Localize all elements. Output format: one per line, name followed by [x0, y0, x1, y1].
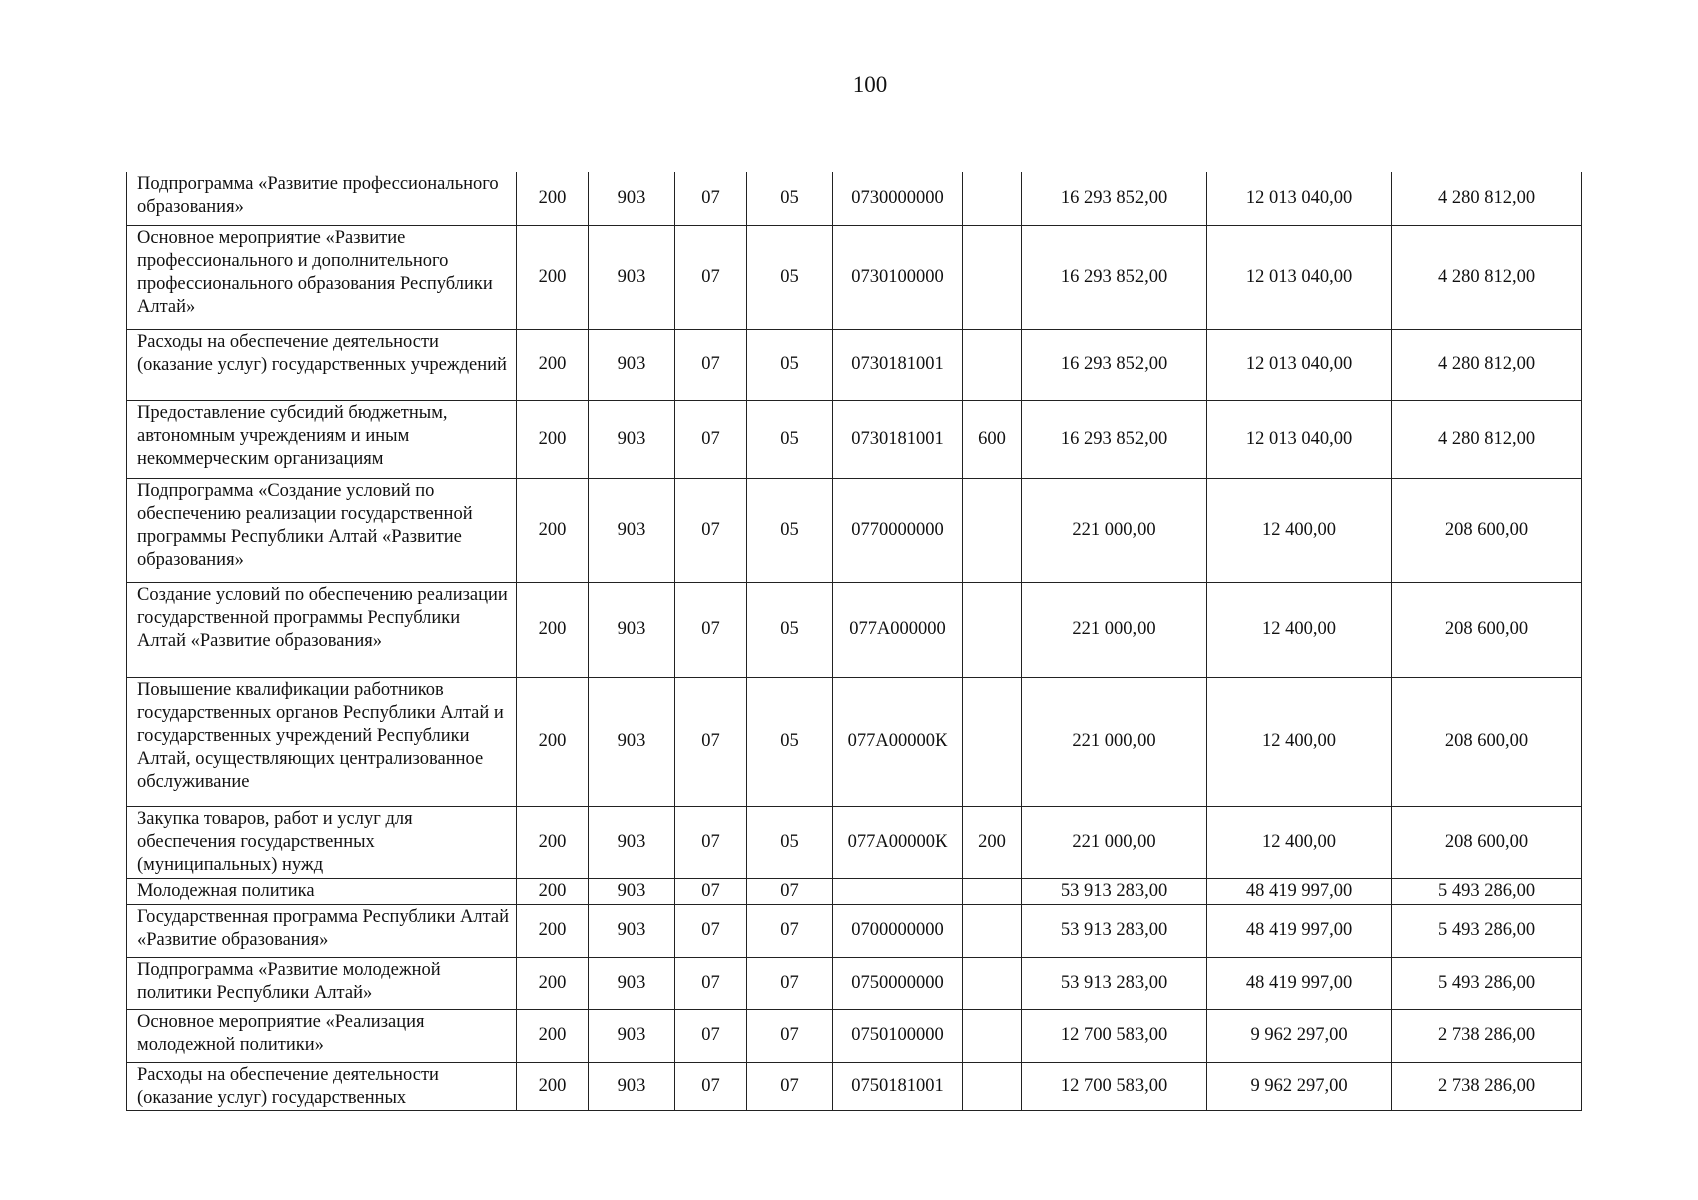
rz-cell: 07: [675, 957, 747, 1009]
grbs-cell: 200: [517, 677, 589, 806]
pr-cell: 07: [747, 1009, 833, 1062]
sum2-cell: 48 419 997,00: [1207, 878, 1392, 904]
sum2-cell: 12 013 040,00: [1207, 225, 1392, 329]
page-number: 100: [852, 72, 888, 97]
sum3-cell: 4 280 812,00: [1392, 172, 1582, 225]
csr-cell: 0730181001: [833, 329, 963, 400]
rz-cell: 07: [675, 329, 747, 400]
vr-cell: [963, 478, 1022, 582]
rz-cell: 07: [675, 1062, 747, 1110]
rz-cell: 07: [675, 582, 747, 677]
csr-cell: 0700000000: [833, 904, 963, 957]
vr-cell: [963, 878, 1022, 904]
row-name-cell: Создание условий по обеспечению реализации государственной программы Республики Алтай «Развитие образования»: [127, 582, 517, 677]
table-row: [127, 582, 1582, 677]
sum1-cell: 12 700 583,00: [1022, 1009, 1207, 1062]
ved-cell: 903: [589, 677, 675, 806]
table-row: [127, 225, 1582, 329]
pr-cell: 05: [747, 478, 833, 582]
row-name-cell: Повышение квалификации работников государственных органов Республики Алтай и государственных учреждений Республики Алтай, осуществляющих централизованное обслуживание: [127, 677, 517, 806]
grbs-cell: 200: [517, 1009, 589, 1062]
sum2-cell: 12 013 040,00: [1207, 172, 1392, 225]
sum1-cell: 53 913 283,00: [1022, 878, 1207, 904]
sum2-cell: 12 400,00: [1207, 806, 1392, 878]
table-row: [127, 329, 1582, 400]
row-name-cell: Подпрограмма «Развитие профессионального образования»: [127, 172, 517, 225]
pr-cell: 05: [747, 225, 833, 329]
table-row: [127, 878, 1582, 904]
csr-cell: 0730000000: [833, 172, 963, 225]
grbs-cell: 200: [517, 225, 589, 329]
sum1-cell: 221 000,00: [1022, 806, 1207, 878]
csr-cell: 0730181001: [833, 400, 963, 478]
ved-cell: 903: [589, 904, 675, 957]
table-row: [127, 957, 1582, 1009]
ved-cell: 903: [589, 400, 675, 478]
pr-cell: 05: [747, 329, 833, 400]
sum3-cell: 5 493 286,00: [1392, 904, 1582, 957]
grbs-cell: 200: [517, 1062, 589, 1110]
table-row: [127, 400, 1582, 478]
sum2-cell: 12 400,00: [1207, 582, 1392, 677]
sum3-cell: 208 600,00: [1392, 582, 1582, 677]
row-name-cell: Закупка товаров, работ и услуг для обеспечения государственных (муниципальных) нужд: [127, 806, 517, 878]
vr-cell: [963, 904, 1022, 957]
pr-cell: 05: [747, 677, 833, 806]
sum2-cell: 12 400,00: [1207, 677, 1392, 806]
grbs-cell: 200: [517, 878, 589, 904]
sum3-cell: 4 280 812,00: [1392, 329, 1582, 400]
sum1-cell: 16 293 852,00: [1022, 225, 1207, 329]
vr-cell: [963, 677, 1022, 806]
rz-cell: 07: [675, 172, 747, 225]
rz-cell: 07: [675, 400, 747, 478]
pr-cell: 07: [747, 957, 833, 1009]
pr-cell: 07: [747, 1062, 833, 1110]
sum1-cell: 221 000,00: [1022, 677, 1207, 806]
sum2-cell: 48 419 997,00: [1207, 957, 1392, 1009]
csr-cell: 0730100000: [833, 225, 963, 329]
grbs-cell: 200: [517, 400, 589, 478]
pr-cell: 05: [747, 400, 833, 478]
rz-cell: 07: [675, 878, 747, 904]
sum2-cell: 12 013 040,00: [1207, 400, 1392, 478]
budget-table: [126, 172, 1582, 1111]
vr-cell: [963, 1062, 1022, 1110]
budget-table-body: [127, 172, 1582, 1110]
sum3-cell: 2 738 286,00: [1392, 1009, 1582, 1062]
grbs-cell: 200: [517, 957, 589, 1009]
sum1-cell: 221 000,00: [1022, 478, 1207, 582]
row-name-cell: Расходы на обеспечение деятельности (оказание услуг) государственных: [127, 1062, 517, 1110]
sum1-cell: 53 913 283,00: [1022, 904, 1207, 957]
vr-cell: [963, 329, 1022, 400]
sum1-cell: 12 700 583,00: [1022, 1062, 1207, 1110]
vr-cell: 600: [963, 400, 1022, 478]
sum2-cell: 12 013 040,00: [1207, 329, 1392, 400]
csr-cell: 077А00000К: [833, 677, 963, 806]
grbs-cell: 200: [517, 904, 589, 957]
csr-cell: 0750000000: [833, 957, 963, 1009]
table-row: [127, 1009, 1582, 1062]
sum2-cell: 9 962 297,00: [1207, 1062, 1392, 1110]
vr-cell: 200: [963, 806, 1022, 878]
sum1-cell: 221 000,00: [1022, 582, 1207, 677]
sum3-cell: 5 493 286,00: [1392, 957, 1582, 1009]
vr-cell: [963, 1009, 1022, 1062]
table-row: [127, 172, 1582, 225]
sum3-cell: 2 738 286,00: [1392, 1062, 1582, 1110]
ved-cell: 903: [589, 172, 675, 225]
ved-cell: 903: [589, 1062, 675, 1110]
row-name-cell: Подпрограмма «Создание условий по обеспечению реализации государственной программы Республики Алтай «Развитие образования»: [127, 478, 517, 582]
row-name-cell: Основное мероприятие «Реализация молодежной политики»: [127, 1009, 517, 1062]
sum1-cell: 53 913 283,00: [1022, 957, 1207, 1009]
ved-cell: 903: [589, 1009, 675, 1062]
sum1-cell: 16 293 852,00: [1022, 172, 1207, 225]
sum3-cell: 208 600,00: [1392, 478, 1582, 582]
pr-cell: 05: [747, 172, 833, 225]
rz-cell: 07: [675, 225, 747, 329]
row-name-cell: Основное мероприятие «Развитие профессионального и дополнительного профессионального образования Республики Алтай»: [127, 225, 517, 329]
sum1-cell: 16 293 852,00: [1022, 400, 1207, 478]
csr-cell: 077А000000: [833, 582, 963, 677]
sum2-cell: 48 419 997,00: [1207, 904, 1392, 957]
pr-cell: 05: [747, 582, 833, 677]
sum1-cell: 16 293 852,00: [1022, 329, 1207, 400]
ved-cell: 903: [589, 225, 675, 329]
grbs-cell: 200: [517, 172, 589, 225]
vr-cell: [963, 582, 1022, 677]
csr-cell: [833, 878, 963, 904]
table-row: [127, 1062, 1582, 1110]
sum2-cell: 12 400,00: [1207, 478, 1392, 582]
ved-cell: 903: [589, 582, 675, 677]
ved-cell: 903: [589, 478, 675, 582]
table-row: [127, 478, 1582, 582]
table-row: [127, 904, 1582, 957]
rz-cell: 07: [675, 677, 747, 806]
sum3-cell: 4 280 812,00: [1392, 225, 1582, 329]
row-name-cell: Расходы на обеспечение деятельности (оказание услуг) государственных учреждений: [127, 329, 517, 400]
rz-cell: 07: [675, 806, 747, 878]
sum3-cell: 5 493 286,00: [1392, 878, 1582, 904]
ved-cell: 903: [589, 806, 675, 878]
row-name-cell: Предоставление субсидий бюджетным, автономным учреждениям и иным некоммерческим организациям: [127, 400, 517, 478]
sum3-cell: 208 600,00: [1392, 806, 1582, 878]
grbs-cell: 200: [517, 582, 589, 677]
ved-cell: 903: [589, 957, 675, 1009]
rz-cell: 07: [675, 904, 747, 957]
rz-cell: 07: [675, 478, 747, 582]
vr-cell: [963, 957, 1022, 1009]
table-row: [127, 806, 1582, 878]
sum3-cell: 208 600,00: [1392, 677, 1582, 806]
csr-cell: 0770000000: [833, 478, 963, 582]
pr-cell: 05: [747, 806, 833, 878]
ved-cell: 903: [589, 878, 675, 904]
row-name-cell: Молодежная политика: [127, 878, 517, 904]
grbs-cell: 200: [517, 478, 589, 582]
csr-cell: 0750181001: [833, 1062, 963, 1110]
grbs-cell: 200: [517, 806, 589, 878]
ved-cell: 903: [589, 329, 675, 400]
pr-cell: 07: [747, 904, 833, 957]
csr-cell: 077А00000К: [833, 806, 963, 878]
sum3-cell: 4 280 812,00: [1392, 400, 1582, 478]
rz-cell: 07: [675, 1009, 747, 1062]
row-name-cell: Государственная программа Республики Алтай «Развитие образования»: [127, 904, 517, 957]
sum2-cell: 9 962 297,00: [1207, 1009, 1392, 1062]
grbs-cell: 200: [517, 329, 589, 400]
row-name-cell: Подпрограмма «Развитие молодежной политики Республики Алтай»: [127, 957, 517, 1009]
pr-cell: 07: [747, 878, 833, 904]
table-row: [127, 677, 1582, 806]
csr-cell: 0750100000: [833, 1009, 963, 1062]
vr-cell: [963, 225, 1022, 329]
vr-cell: [963, 172, 1022, 225]
